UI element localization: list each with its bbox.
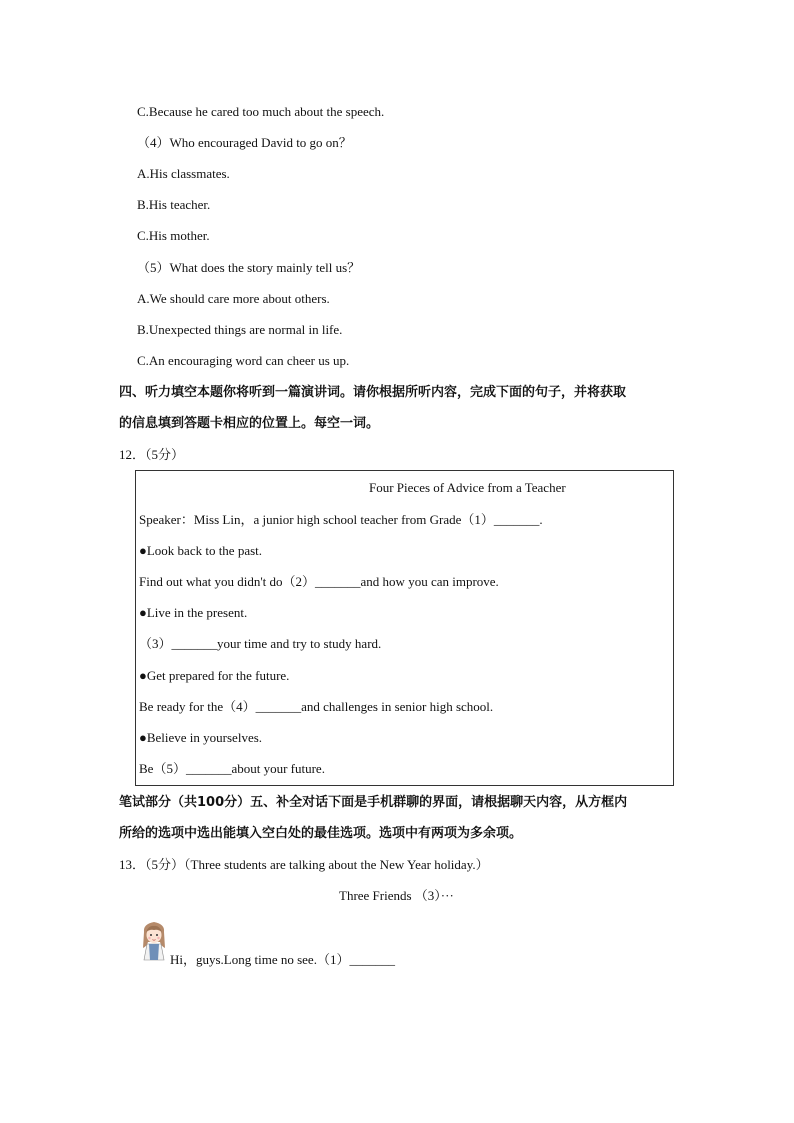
question-13-number — [119, 857, 489, 873]
option-a: A.His classmates. — [137, 166, 230, 181]
bullet-point: ●Live in the present. — [139, 605, 248, 620]
question-5: （5）What does the story mainly tell us？ — [137, 260, 361, 275]
section-4-heading: 四、听力填空本题你将听到一篇演讲词。请你根据所听内容，完成下面的句子，并将获取 — [119, 385, 627, 400]
option-b: B.His teacher. — [137, 197, 211, 212]
option-c-text: C.Because he cared too much about the speech. — [137, 104, 385, 119]
blank-line: Be（5）_______about your future. — [139, 761, 325, 776]
bullet-point: ●Get prepared for the future. — [139, 668, 290, 683]
blank-line: Find out what you didn't do（2）_______and how you can improve. — [139, 574, 499, 589]
option-c: C.An encouraging word can cheer us up. — [137, 353, 350, 368]
girl-avatar-icon — [139, 920, 169, 964]
question-13-intro: （Three students are talking about the New Year holiday.） — [184, 857, 489, 872]
section-4-heading-cont: 的信息填到答题卡相应的位置上。每空一词。 — [119, 416, 380, 431]
bullet-point: ●Believe in yourselves. — [139, 730, 263, 745]
option-a: A.We should care more about others. — [137, 291, 330, 306]
question-12-number: 12．（5分） — [119, 447, 185, 462]
section-5-heading-cont: 所给的选项中选出能填入空白处的最佳选项。选项中有两项为多余项。 — [119, 826, 523, 841]
question-4: （4）Who encouraged David to go on？ — [137, 135, 352, 150]
option-c: C.His mother. — [137, 228, 210, 243]
option-b: B.Unexpected things are normal in life. — [137, 322, 343, 337]
blank-line: （3）_______your time and try to study hard. — [139, 636, 382, 651]
section-5-heading: 笔试部分（共100分）五、补全对话下面是手机群聊的界面，请根据聊天内容，从方框内 — [119, 795, 628, 810]
bullet-point: ●Look back to the past. — [139, 543, 263, 558]
chat-message: Hi，guys.Long time no see.（1）_______ — [170, 952, 395, 967]
speaker-line: Speaker：Miss Lin，a junior high school teacher from Grade（1）_______. — [139, 512, 543, 527]
box-title: Four Pieces of Advice from a Teacher — [369, 480, 566, 495]
question-13-label: 13．（5分） — [119, 857, 185, 872]
chat-title: Three Friends （3）··· — [339, 888, 454, 903]
blank-line: Be ready for the（4）_______and challenges in senior high school. — [139, 699, 494, 714]
